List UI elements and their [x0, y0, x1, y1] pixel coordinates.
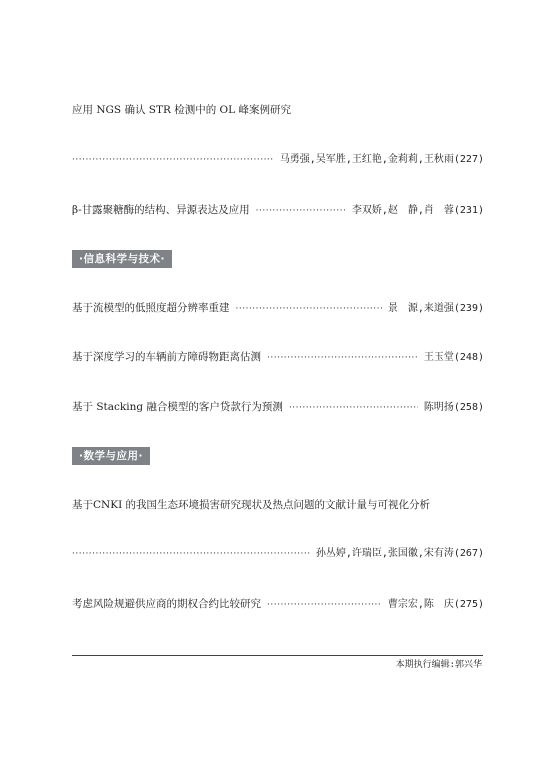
- article-authors-page: 孙丛婷,许瑞臣,张国徽,宋有涛(267): [315, 548, 484, 559]
- article-authors-page: 王玉堂(248): [423, 352, 484, 363]
- toc-entry: [72, 301, 484, 316]
- toc-entry: [72, 203, 484, 218]
- article-title: 应用 NGS 确认 STR 检测中的 OL 峰案例研究: [72, 104, 291, 116]
- leader-dots: [236, 302, 382, 316]
- leader-dots: [289, 401, 418, 415]
- toc-entry: [72, 547, 484, 561]
- leader-dots: [267, 598, 382, 612]
- article-title: 基于CNKI 的我国生态环境损害研究现状及热点问题的文献计量与可视化分析: [72, 499, 431, 511]
- article-authors-page: 陈明扬(258): [423, 402, 484, 413]
- leader-dots: [267, 351, 418, 365]
- toc-entry: [72, 350, 484, 365]
- leader-dots: [72, 547, 310, 561]
- toc-entry: [72, 153, 484, 167]
- executive-editor: 本期执行编辑:郭兴华: [395, 660, 482, 670]
- leader-dots: [256, 204, 346, 218]
- article-title: 基于 Stacking 融合模型的客户贷款行为预测: [72, 401, 283, 413]
- toc-entry: [72, 597, 484, 612]
- article-authors-page: 曹宗宏,陈 庆(275): [387, 599, 484, 610]
- footer-rule: [72, 655, 483, 656]
- article-authors-page: 李双娇,赵 静,肖 蓉(231): [351, 205, 484, 216]
- article-title: β-甘露聚糖酶的结构、异源表达及应用: [72, 204, 250, 216]
- leader-dots: [72, 153, 274, 167]
- section-header: ·信息科学与技术·: [72, 250, 172, 268]
- article-authors-page: 景 源,来道强(239): [387, 303, 484, 314]
- article-title: 基于流模型的低照度超分辨率重建: [72, 302, 230, 314]
- section-header: ·数学与应用·: [72, 447, 150, 465]
- toc-entry: [72, 400, 484, 415]
- article-title: 基于深度学习的车辆前方障碍物距离估测: [72, 351, 261, 363]
- article-title: 考虑风险规避供应商的期权合约比较研究: [72, 598, 261, 610]
- article-authors-page: 马勇强,吴军胜,王红艳,金莉莉,王秋雨(227): [279, 154, 484, 165]
